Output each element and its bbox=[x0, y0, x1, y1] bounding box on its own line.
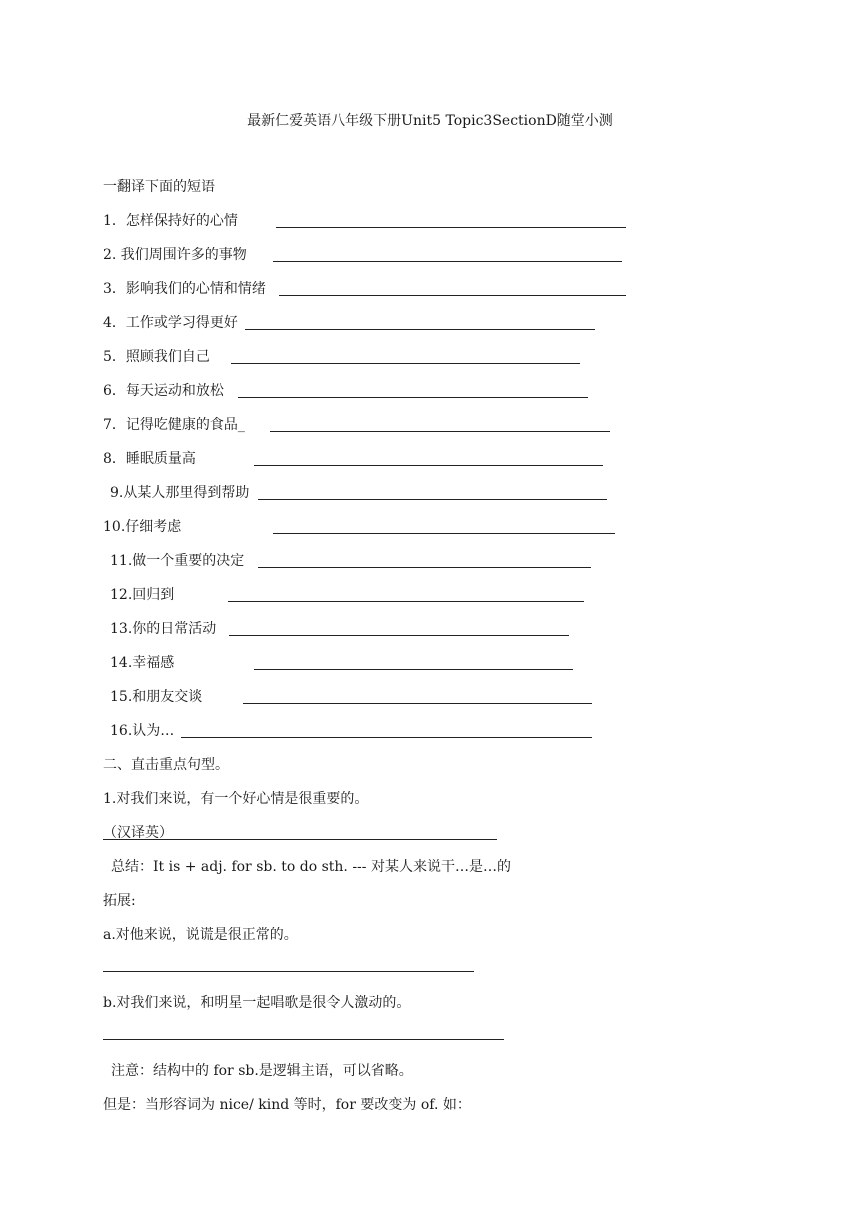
section-2-heading: 二、直击重点句型。 bbox=[103, 757, 229, 773]
answer-blank-2[interactable] bbox=[273, 261, 622, 262]
phrase-item-8: 8．睡眠质量高 bbox=[103, 451, 196, 467]
phrase-item-13: 13.你的日常活动 bbox=[110, 621, 217, 637]
answer-blank-4[interactable] bbox=[245, 329, 595, 330]
sentence-b: b.对我们来说，和明星一起唱歌是很令人激动的。 bbox=[103, 995, 411, 1011]
phrase-item-9: 9.从某人那里得到帮助 bbox=[110, 485, 250, 501]
summary-note: 总结：It is + adj. for sb. to do sth. --- 对某人来说干…是…的 bbox=[111, 859, 511, 875]
answer-blank-b[interactable] bbox=[103, 1039, 504, 1040]
phrase-item-15: 15.和朋友交谈 bbox=[110, 689, 203, 705]
phrase-item-1: 1．怎样保持好的心情 bbox=[103, 213, 238, 229]
phrase-item-6: 6．每天运动和放松 bbox=[103, 383, 224, 399]
phrase-item-2: 2. 我们周围许多的事物 bbox=[103, 247, 247, 263]
answer-blank-5[interactable] bbox=[231, 363, 580, 364]
answer-blank-8[interactable] bbox=[254, 465, 603, 466]
answer-blank-q1[interactable] bbox=[103, 839, 497, 840]
answer-blank-15[interactable] bbox=[243, 703, 592, 704]
phrase-item-16: 16.认为… bbox=[110, 723, 175, 739]
answer-blank-9[interactable] bbox=[258, 499, 607, 500]
answer-blank-14[interactable] bbox=[254, 669, 573, 670]
page-title: 最新仁爱英语八年级下册Unit5 Topic3SectionD随堂小测 bbox=[247, 113, 613, 129]
answer-blank-16[interactable] bbox=[181, 737, 592, 738]
sentence-question-1: 1.对我们来说，有一个好心情是很重要的。 bbox=[103, 791, 369, 807]
answer-blank-a[interactable] bbox=[103, 971, 474, 972]
translation-hint: （汉译英） bbox=[103, 825, 173, 841]
phrase-item-10: 10.仔细考虑 bbox=[103, 519, 182, 535]
phrase-item-12: 12.回归到 bbox=[110, 587, 175, 603]
answer-blank-11[interactable] bbox=[258, 567, 591, 568]
answer-blank-13[interactable] bbox=[229, 635, 569, 636]
however-note: 但是：当形容词为 nice/ kind 等时，for 要改变为 of. 如： bbox=[103, 1097, 471, 1113]
phrase-item-14: 14.幸福感 bbox=[110, 655, 175, 671]
phrase-item-5: 5．照顾我们自己 bbox=[103, 349, 210, 365]
answer-blank-12[interactable] bbox=[228, 601, 584, 602]
answer-blank-3[interactable] bbox=[279, 295, 626, 296]
sentence-a: a.对他来说，说谎是很正常的。 bbox=[103, 927, 298, 943]
section-1-heading: 一翻译下面的短语 bbox=[103, 179, 215, 195]
attention-note: 注意：结构中的 for sb.是逻辑主语，可以省略。 bbox=[111, 1063, 413, 1079]
phrase-item-4: 4．工作或学习得更好 bbox=[103, 315, 238, 331]
phrase-item-11: 11.做一个重要的决定 bbox=[110, 553, 245, 569]
answer-blank-7[interactable] bbox=[270, 431, 610, 432]
answer-blank-10[interactable] bbox=[273, 533, 615, 534]
answer-blank-1[interactable] bbox=[276, 227, 626, 228]
answer-blank-6[interactable] bbox=[238, 397, 588, 398]
phrase-item-3: 3．影响我们的心情和情绪 bbox=[103, 281, 266, 297]
expand-label: 拓展: bbox=[103, 893, 136, 909]
phrase-item-7: 7．记得吃健康的食品_ bbox=[103, 417, 245, 433]
